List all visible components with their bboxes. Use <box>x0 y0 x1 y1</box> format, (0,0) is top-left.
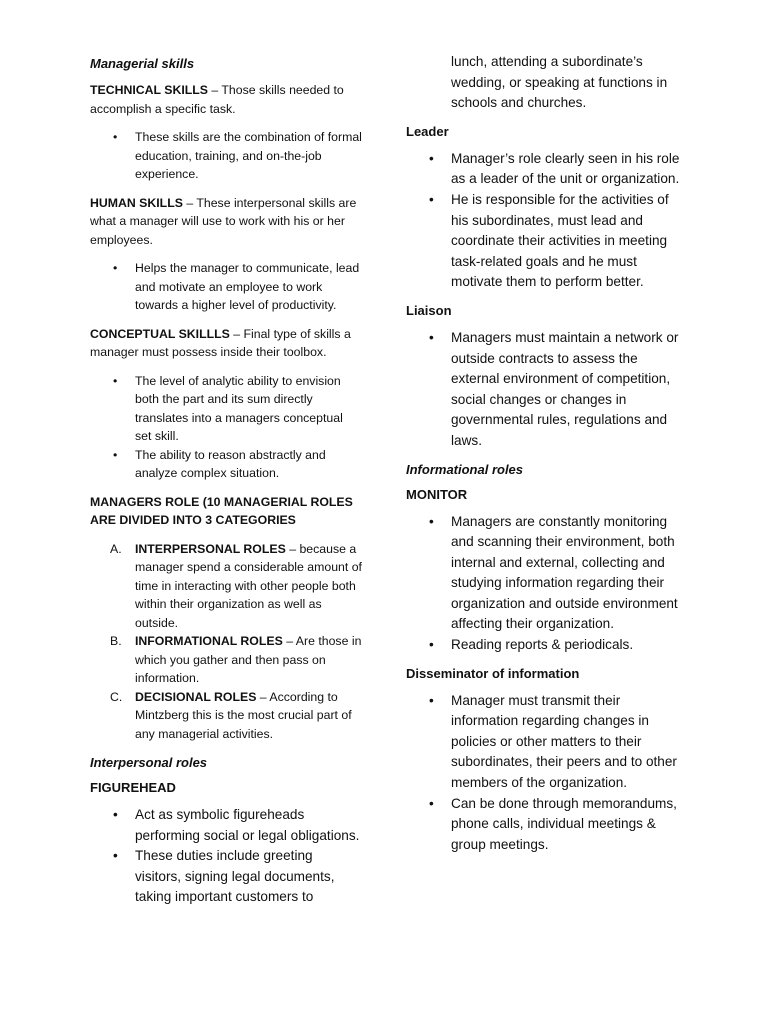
list-item-text: Manager must transmit their information regarding changes in policies or other matters to their subordinates, their peers and to other members of the organization. <box>451 692 677 791</box>
list-item <box>406 691 681 794</box>
list-item <box>90 805 362 846</box>
human-skills-list <box>90 259 362 315</box>
bullet-icon: • <box>429 795 434 811</box>
list-item <box>90 846 362 908</box>
list-item-text: He is responsible for the activities of his subordinates, must lead and coordinate their activities in meeting task-related goals and he must motivate them to perform better. <box>451 191 669 290</box>
list-marker: C. <box>110 689 123 704</box>
conceptual-skills-label: CONCEPTUAL SKILLLS <box>90 326 230 341</box>
list-item <box>90 128 362 184</box>
managerial-skills-heading: Managerial skills <box>90 56 195 71</box>
informational-roles-heading: Informational roles <box>406 461 524 477</box>
list-item <box>406 794 681 856</box>
list-item-text: Helps the manager to communicate, lead and motivate an employee to work towards a higher level of productivity. <box>135 261 360 312</box>
conceptual-skills-list <box>90 372 362 483</box>
bullet-icon: • <box>113 807 118 822</box>
role-text: – According to Mintzberg this is the most crucial part of any managerial activities. <box>135 689 352 741</box>
liaison-list <box>406 328 681 452</box>
list-item <box>406 190 681 293</box>
figurehead-continuation-text: lunch, attending a subordinate’s wedding, or speaking at functions in schools and churches. <box>451 54 668 111</box>
bullet-icon: • <box>429 513 434 529</box>
list-item <box>90 688 362 744</box>
technical-skills-list <box>90 128 362 184</box>
bullet-icon: • <box>113 848 118 864</box>
figurehead-list <box>90 805 362 908</box>
list-marker: B. <box>110 634 122 648</box>
bullet-icon: • <box>429 329 434 345</box>
left-column <box>90 52 362 918</box>
list-item-text: Manager’s role clearly seen in his role as a leader of the unit or organization. <box>451 150 680 187</box>
role-label: INFORMATIONAL ROLES <box>135 634 283 648</box>
conceptual-skills-paragraph <box>90 325 362 362</box>
bullet-icon: • <box>113 261 118 275</box>
disseminator-heading: Disseminator of information <box>406 665 580 681</box>
list-item <box>406 328 681 452</box>
bullet-icon: • <box>429 692 434 708</box>
bullet-icon: • <box>429 637 434 653</box>
roles-list <box>90 540 362 744</box>
list-item <box>406 635 681 656</box>
bullet-icon: • <box>113 447 118 462</box>
monitor-list <box>406 512 681 656</box>
list-item-text: Act as symbolic figureheads performing social or legal obligations. <box>135 807 360 843</box>
bullet-icon: • <box>429 191 434 207</box>
list-item <box>90 372 362 446</box>
technical-skills-text: – Those skills needed to accomplish a specific task. <box>90 83 344 116</box>
bullet-icon: • <box>429 150 434 166</box>
list-item-text: Managers are constantly monitoring and scanning their environment, both internal and external, collecting and studying information regarding their organization and outside environment affecting their organization. <box>451 513 678 632</box>
human-skills-label: HUMAN SKILLS <box>90 195 183 210</box>
bullet-icon: • <box>113 130 118 144</box>
list-item-text: Can be done through memorandums, phone calls, individual meetings & group meetings. <box>451 795 677 852</box>
list-item-text: The ability to reason abstractly and analyze complex situation. <box>135 447 326 480</box>
monitor-heading: MONITOR <box>406 486 468 502</box>
disseminator-list <box>406 691 681 856</box>
interpersonal-roles-heading: Interpersonal roles <box>90 755 208 770</box>
bullet-icon: • <box>113 373 118 388</box>
list-item <box>90 632 362 688</box>
list-item <box>90 446 362 483</box>
leader-heading: Leader <box>406 123 449 139</box>
managers-role-heading: MANAGERS ROLE (10 MANAGERIAL ROLES ARE DIVIDED INTO 3 CATEGORIES <box>90 494 353 527</box>
list-item-text: Managers must maintain a network or outside contracts to assess the external environment of competition, social changes or changes in governmental rules, regulations and laws. <box>451 329 679 448</box>
list-item <box>406 149 681 190</box>
list-marker: A. <box>110 541 122 556</box>
list-item-text: The level of analytic ability to envision both the part and its sum directly translates into a managers conceptual set skill. <box>135 373 343 443</box>
list-item <box>90 540 362 633</box>
technical-skills-paragraph <box>90 81 362 118</box>
liaison-heading: Liaison <box>406 302 452 318</box>
technical-skills-label: TECHNICAL SKILLS <box>90 83 208 97</box>
list-item <box>90 259 362 315</box>
human-skills-paragraph <box>90 194 362 250</box>
figurehead-heading: FIGUREHEAD <box>90 780 176 795</box>
right-column <box>406 52 681 865</box>
list-item-text: These duties include greeting visitors, signing legal documents, taking important customers to <box>135 848 335 905</box>
role-label: DECISIONAL ROLES <box>135 689 257 704</box>
list-item <box>406 512 681 636</box>
human-skills-text: – These interpersonal skills are what a manager will use to work with his or her employees. <box>90 195 357 247</box>
list-item-text: Reading reports & periodicals. <box>451 637 634 653</box>
role-label: INTERPERSONAL ROLES <box>135 541 286 556</box>
role-text: – Are those in which you gather and then pass on information. <box>135 634 362 685</box>
leader-list <box>406 149 681 293</box>
conceptual-skills-text: – Final type of skills a manager must possess inside their toolbox. <box>90 326 351 359</box>
list-item-text: These skills are the combination of formal education, training, and on-the-job experience. <box>135 130 362 181</box>
role-text: – because a manager spend a considerable amount of time in interacting with other people both within their organization as well as outside. <box>135 541 362 630</box>
